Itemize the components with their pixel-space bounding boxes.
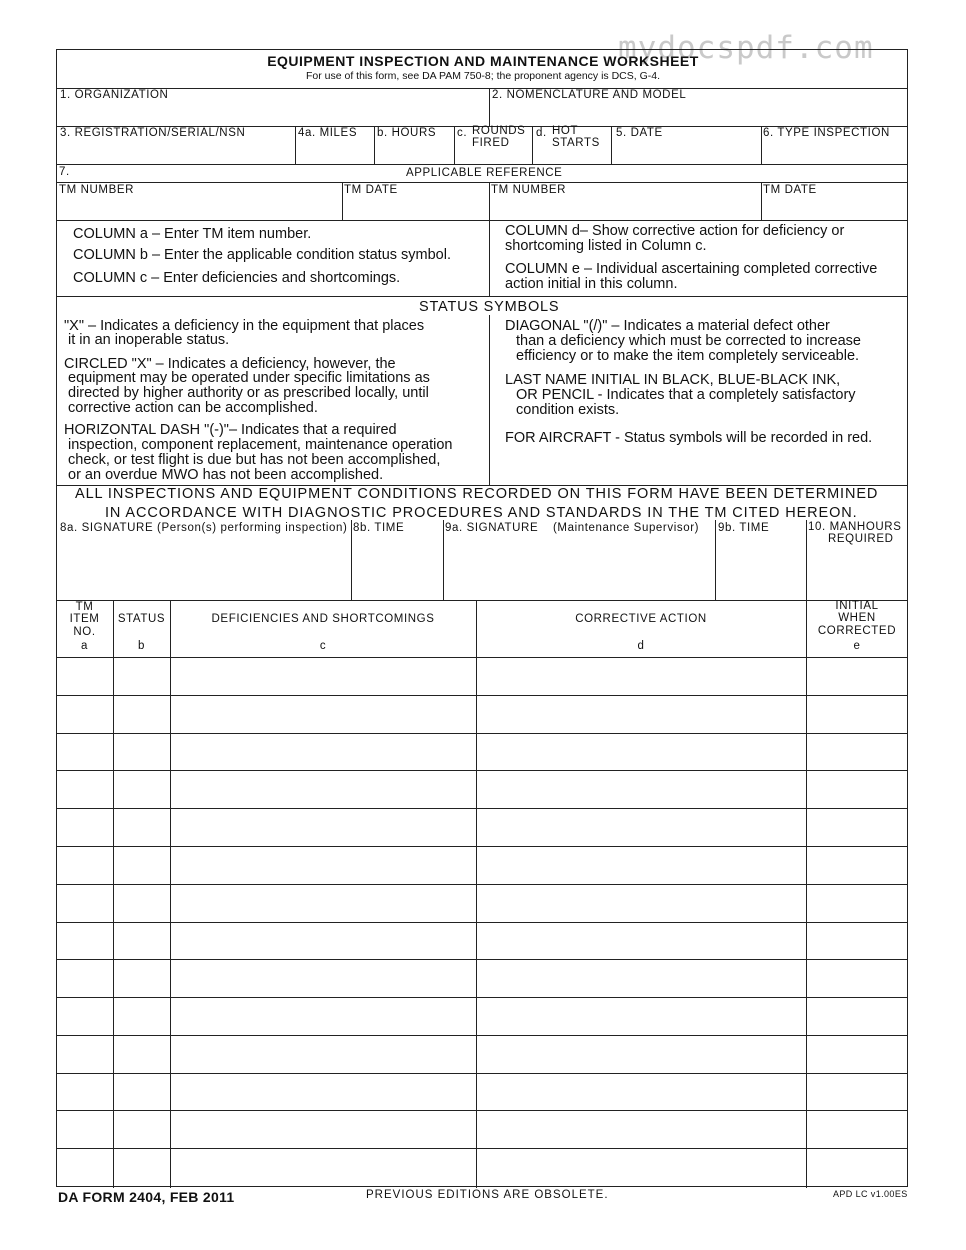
- nomenclature-label: 2. NOMENCLATURE AND MODEL: [492, 89, 687, 101]
- table-row[interactable]: [57, 1035, 907, 1036]
- date-label: 5. DATE: [616, 127, 663, 139]
- hot-label-2: STARTS: [552, 137, 600, 149]
- certification-line-2: IN ACCORDANCE WITH DIAGNOSTIC PROCEDURES AND STANDARDS IN THE TM CITED HEREON.: [105, 505, 858, 521]
- column-c-instruction: COLUMN c – Enter deficiencies and shortcomings.: [73, 270, 401, 286]
- status-x-2: it in an inoperable status.: [68, 332, 230, 348]
- col-c-header-2: c: [319, 640, 327, 652]
- status-circled-x-3: directed by higher authority or as prescribed locally, until: [68, 385, 429, 401]
- section-7-number: 7.: [59, 166, 70, 178]
- col-a-header-3: NO.: [73, 626, 96, 638]
- time-9b-label: 9b. TIME: [718, 522, 770, 534]
- table-row[interactable]: [57, 1110, 907, 1111]
- hours-label: b. HOURS: [377, 127, 437, 139]
- hot-label-1: HOT: [552, 125, 579, 137]
- column-a-instruction: COLUMN a – Enter TM item number.: [73, 226, 312, 242]
- status-dash-3: check, or test flight is due but has not been accomplished,: [68, 452, 441, 468]
- manhours-label-1: 10. MANHOURS: [808, 521, 902, 533]
- col-a-header-1: TM: [75, 601, 94, 613]
- table-row[interactable]: [57, 922, 907, 923]
- tm-number-label-1: TM NUMBER: [59, 184, 135, 196]
- col-e-header-2: WHEN: [838, 612, 876, 624]
- watermark: mydocspdf.com: [618, 30, 874, 66]
- col-e-header-1: INITIAL: [835, 600, 879, 612]
- column-e-instruction-1: COLUMN e – Individual ascertaining completed corrective: [505, 261, 878, 277]
- col-e-header-4: e: [853, 640, 861, 652]
- status-diagonal-1: DIAGONAL "(/)" – Indicates a material defect other: [505, 318, 830, 334]
- tm-date-label-1: TM DATE: [344, 184, 398, 196]
- status-diagonal-2: than a deficiency which must be corrected to increase: [516, 333, 861, 349]
- obsolete-notice: PREVIOUS EDITIONS ARE OBSOLETE.: [366, 1189, 609, 1201]
- registration-label: 3. REGISTRATION/SERIAL/NSN: [60, 127, 246, 139]
- table-row[interactable]: [57, 695, 907, 696]
- status-circled-x-2: equipment may be operated under specific limitations as: [68, 370, 430, 386]
- col-a-header-4: a: [81, 640, 88, 652]
- col-d-header-2: d: [637, 640, 645, 652]
- tm-date-label-2: TM DATE: [763, 184, 817, 196]
- col-b-header-1: STATUS: [117, 613, 166, 625]
- table-row[interactable]: [57, 733, 907, 734]
- rounds-label-1: ROUNDS: [472, 125, 526, 137]
- table-row[interactable]: [57, 959, 907, 960]
- table-row[interactable]: [57, 884, 907, 885]
- status-initial-2: OR PENCIL - Indicates that a completely satisfactory: [516, 387, 856, 403]
- signature-9a-label: 9a. SIGNATURE: [445, 522, 539, 534]
- type-inspection-label: 6. TYPE INSPECTION: [763, 127, 890, 139]
- form-subtitle: For use of this form, see DA PAM 750-8; the proponent agency is DCS, G-4.: [305, 70, 661, 82]
- col-e-header-3: CORRECTED: [817, 625, 897, 637]
- table-row[interactable]: [57, 1148, 907, 1149]
- manhours-label-2: REQUIRED: [828, 533, 894, 545]
- status-symbols-heading: STATUS SYMBOLS: [419, 299, 560, 315]
- status-initial-3: condition exists.: [516, 402, 620, 418]
- certification-line-1: ALL INSPECTIONS AND EQUIPMENT CONDITIONS RECORDED ON THIS FORM HAVE BEEN DETERMINED: [75, 486, 879, 502]
- rounds-c-label: c.: [457, 127, 468, 139]
- version-label: APD LC v1.00ES: [833, 1189, 908, 1199]
- table-row[interactable]: [57, 770, 907, 771]
- form-title: EQUIPMENT INSPECTION AND MAINTENANCE WORKSHEET: [267, 53, 699, 69]
- time-8b-label: 8b. TIME: [353, 522, 405, 534]
- organization-label: 1. ORGANIZATION: [60, 89, 169, 101]
- status-dash-1: HORIZONTAL DASH "(-)"– Indicates that a required: [64, 422, 397, 438]
- signature-8a-label: 8a. SIGNATURE (Person(s) performing inspection): [60, 522, 348, 534]
- table-row[interactable]: [57, 808, 907, 809]
- miles-label: 4a. MILES: [298, 127, 358, 139]
- signature-9a-note: (Maintenance Supervisor): [553, 522, 700, 534]
- rounds-label-2: FIRED: [472, 137, 510, 149]
- col-d-header-1: CORRECTIVE ACTION: [575, 613, 707, 625]
- col-b-header-2: b: [138, 640, 145, 652]
- status-aircraft: FOR AIRCRAFT - Status symbols will be recorded in red.: [505, 430, 873, 446]
- status-circled-x-1: CIRCLED "X" – Indicates a deficiency, however, the: [64, 356, 396, 372]
- column-e-instruction-2: action initial in this column.: [505, 276, 678, 292]
- status-dash-4: or an overdue MWO has not been accomplished.: [68, 467, 384, 483]
- status-diagonal-3: efficiency or to make the item completely serviceable.: [516, 348, 860, 364]
- col-a-header-2: ITEM: [69, 613, 100, 625]
- status-circled-x-4: corrective action can be accomplished.: [68, 400, 318, 416]
- status-dash-2: inspection, component replacement, maintenance operation: [68, 437, 453, 453]
- table-row[interactable]: [57, 997, 907, 998]
- table-row[interactable]: [57, 846, 907, 847]
- column-b-instruction: COLUMN b – Enter the applicable condition status symbol.: [73, 247, 451, 263]
- applicable-reference-label: APPLICABLE REFERENCE: [406, 167, 563, 179]
- table-row[interactable]: [57, 1073, 907, 1074]
- tm-number-label-2: TM NUMBER: [491, 184, 567, 196]
- status-initial-1: LAST NAME INITIAL IN BLACK, BLUE-BLACK INK,: [505, 372, 841, 388]
- hot-d-label: d.: [536, 127, 547, 139]
- column-d-instruction-1: COLUMN d– Show corrective action for deficiency or: [505, 223, 845, 239]
- column-d-instruction-2: shortcoming listed in Column c.: [505, 238, 707, 254]
- form-id: DA FORM 2404, FEB 2011: [58, 1189, 235, 1205]
- status-x-1: "X" – Indicates a deficiency in the equipment that places: [64, 318, 425, 334]
- col-c-header-1: DEFICIENCIES AND SHORTCOMINGS: [211, 613, 435, 625]
